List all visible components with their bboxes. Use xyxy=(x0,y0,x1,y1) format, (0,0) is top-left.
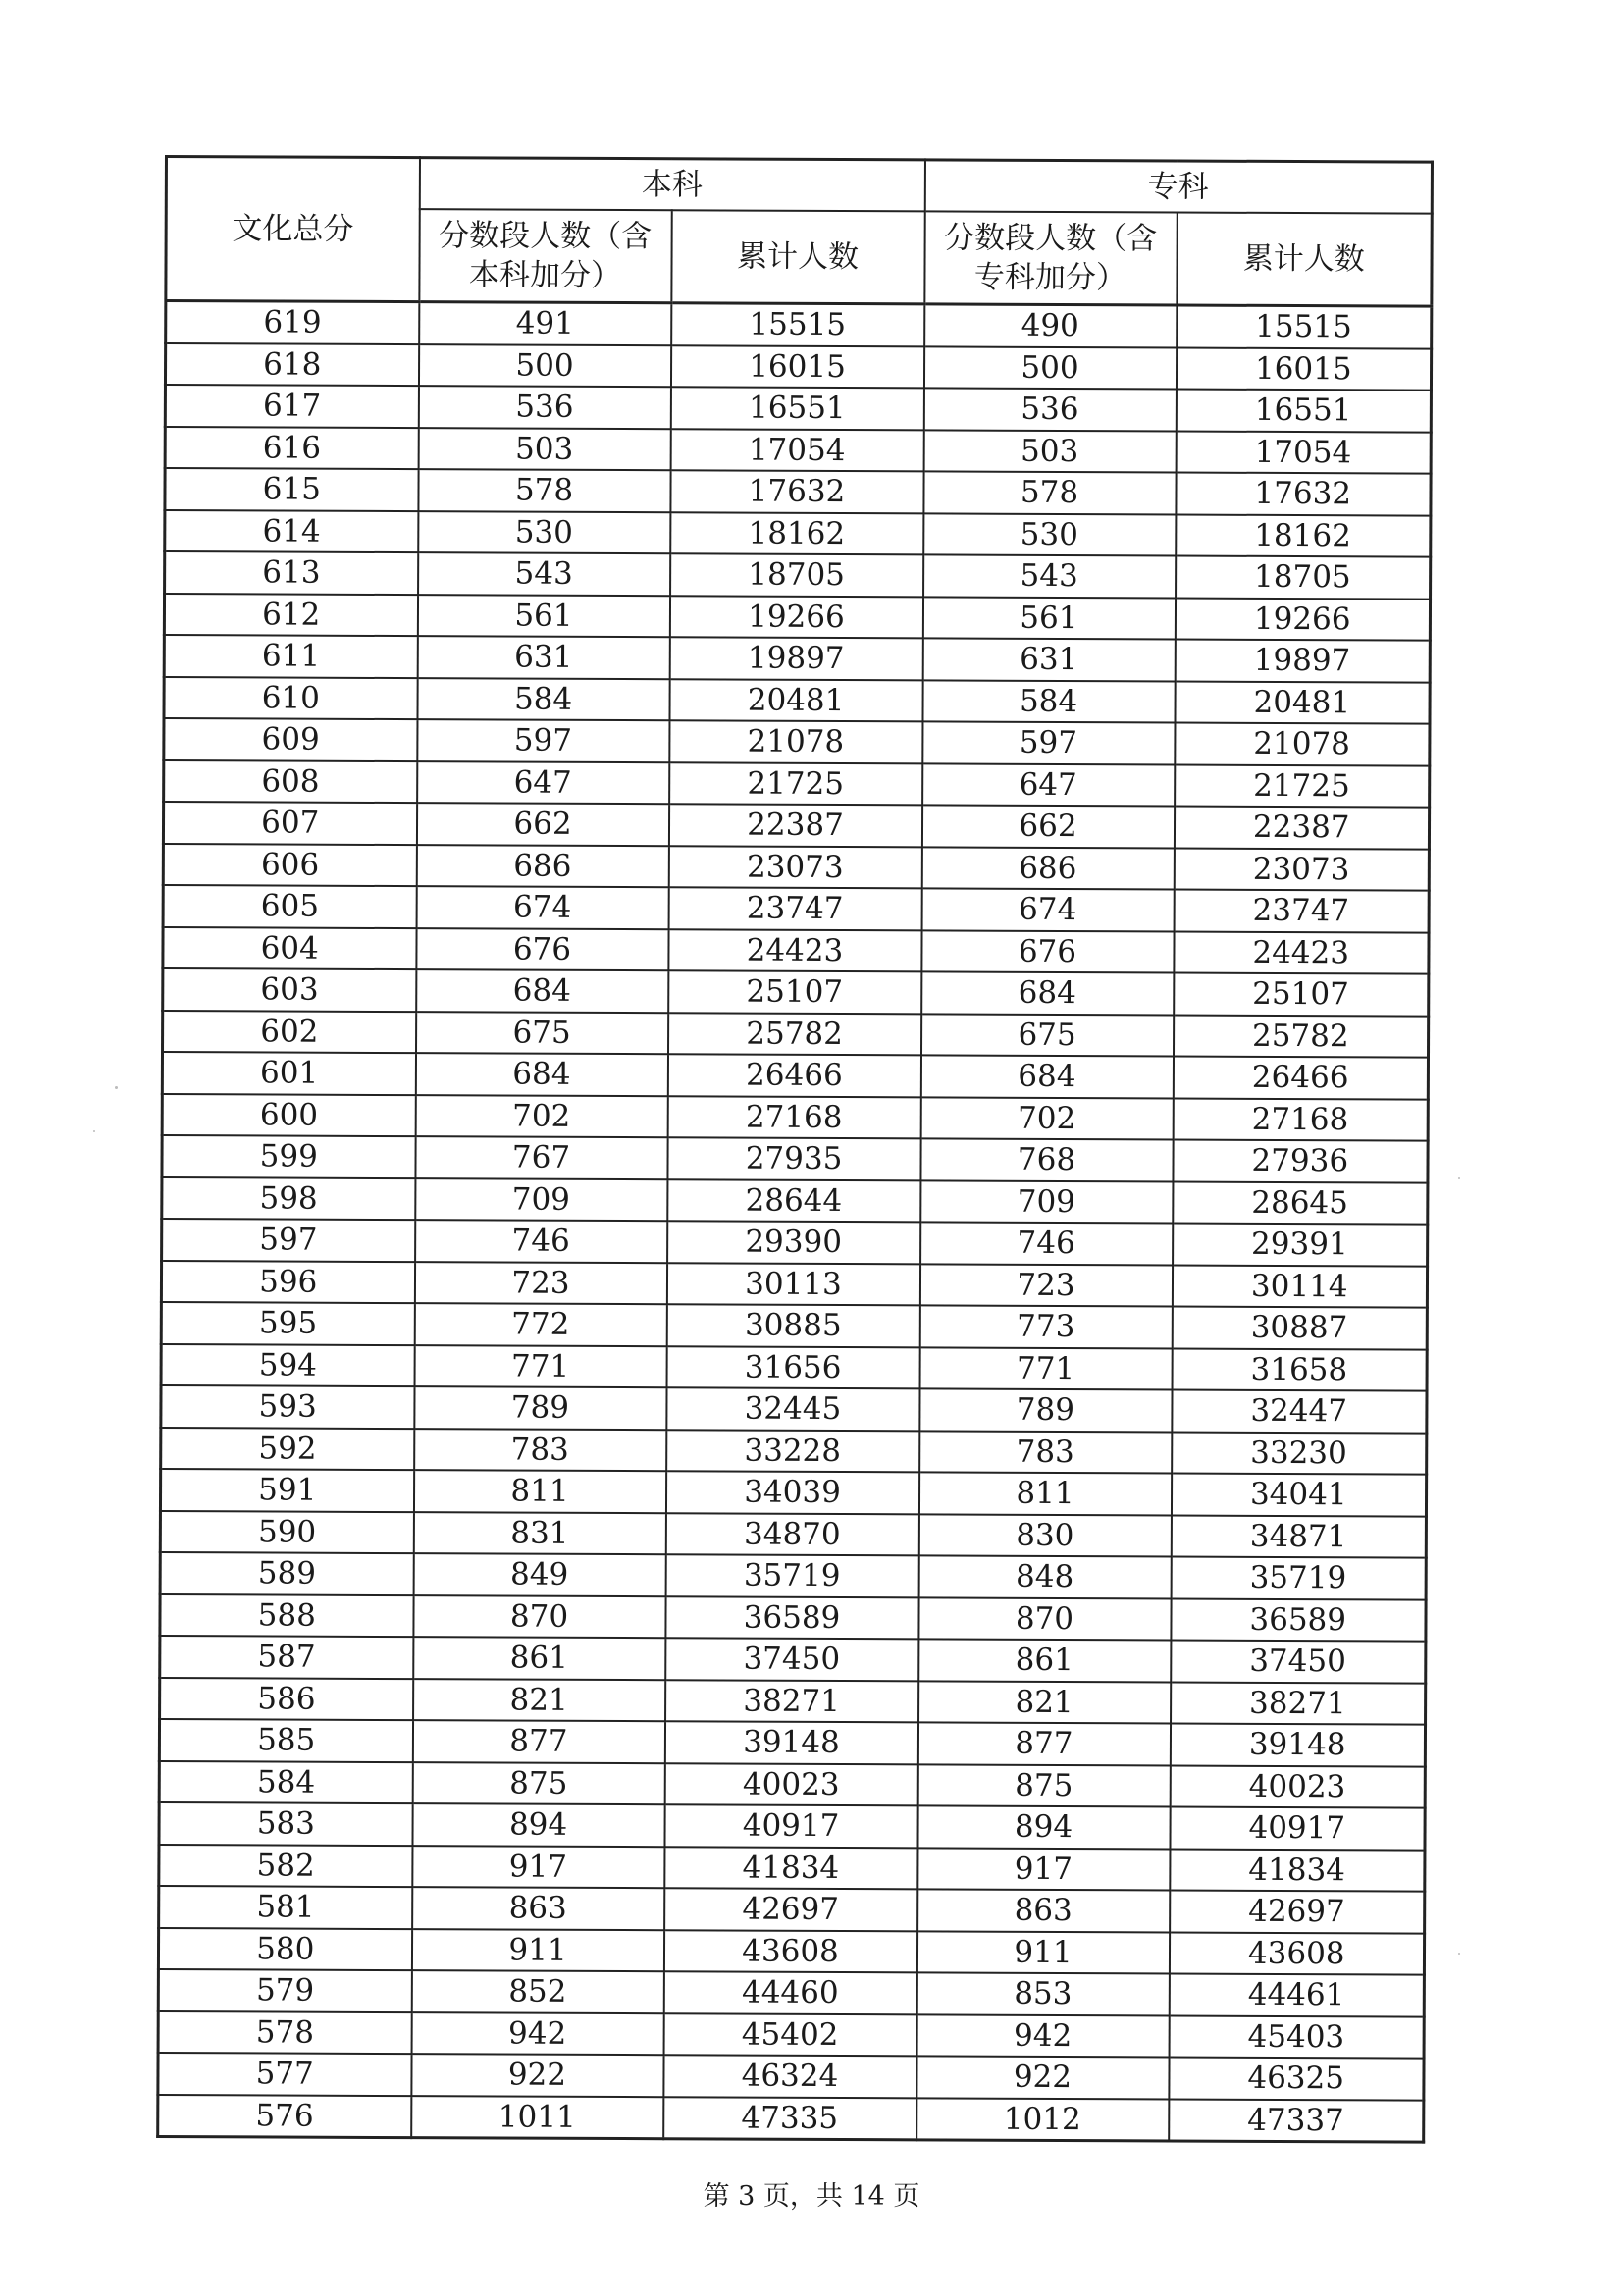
cell-bk-cumulative: 28644 xyxy=(667,1179,920,1223)
cell-bk-cumulative: 22387 xyxy=(668,804,921,847)
cell-zk-segment: 821 xyxy=(918,1681,1171,1724)
cell-bk-cumulative: 18162 xyxy=(670,512,923,555)
cell-score: 612 xyxy=(164,594,417,637)
table-row xyxy=(159,1886,1425,1933)
cell-zk-cumulative: 23073 xyxy=(1174,848,1429,891)
cell-zk-segment: 853 xyxy=(916,1972,1169,2015)
cell-bk-segment: 675 xyxy=(416,1012,668,1055)
cell-score: 610 xyxy=(164,677,417,720)
cell-zk-cumulative: 21725 xyxy=(1175,764,1430,808)
cell-zk-segment: 675 xyxy=(921,1014,1174,1057)
cell-score: 600 xyxy=(162,1093,415,1136)
table-row xyxy=(158,2053,1424,2100)
cell-score: 606 xyxy=(163,843,416,886)
cell-zk-cumulative: 24423 xyxy=(1174,931,1429,974)
table-row xyxy=(158,2094,1424,2142)
cell-bk-cumulative: 34039 xyxy=(665,1471,918,1514)
cell-bk-segment: 530 xyxy=(418,511,670,554)
cell-bk-segment: 863 xyxy=(412,1887,664,1930)
cell-zk-cumulative: 34871 xyxy=(1171,1515,1426,1558)
table-row xyxy=(164,677,1430,724)
cell-score: 577 xyxy=(158,2053,411,2096)
cell-zk-segment: 861 xyxy=(918,1639,1171,1682)
cell-zk-cumulative: 43608 xyxy=(1169,1932,1424,1975)
cell-zk-segment: 877 xyxy=(917,1722,1170,1765)
table-row xyxy=(166,301,1432,349)
cell-bk-cumulative: 33228 xyxy=(666,1430,919,1473)
table-row xyxy=(161,1260,1427,1307)
cell-zk-segment: 684 xyxy=(920,1055,1173,1098)
table-row xyxy=(164,635,1430,682)
cell-zk-cumulative: 25107 xyxy=(1174,972,1429,1016)
page-footer xyxy=(0,2174,1623,2213)
cell-zk-segment: 917 xyxy=(917,1848,1170,1891)
table-row xyxy=(161,1343,1427,1390)
cell-bk-segment: 811 xyxy=(413,1470,665,1513)
table-row xyxy=(164,718,1430,765)
cell-bk-segment: 631 xyxy=(417,636,669,679)
table-row xyxy=(163,968,1429,1016)
cell-score: 591 xyxy=(160,1469,413,1512)
table-row xyxy=(159,1802,1425,1850)
table-row xyxy=(159,1760,1425,1807)
cell-bk-segment: 503 xyxy=(418,428,670,471)
cell-bk-cumulative: 46324 xyxy=(663,2055,916,2098)
cell-bk-segment: 684 xyxy=(415,1053,667,1096)
cell-bk-segment: 911 xyxy=(411,1929,663,1972)
cell-zk-cumulative: 38271 xyxy=(1171,1682,1426,1725)
cell-score: 579 xyxy=(158,1969,411,2012)
cell-bk-cumulative: 29390 xyxy=(667,1221,920,1264)
cell-bk-cumulative: 16551 xyxy=(670,387,923,430)
page-number-label: 第 3 页，共 14 页 xyxy=(703,2181,920,2212)
scan-speck xyxy=(93,1130,95,1132)
cell-zk-segment: 789 xyxy=(919,1388,1172,1432)
cell-bk-segment: 676 xyxy=(416,928,668,971)
cell-bk-cumulative: 41834 xyxy=(664,1847,917,1890)
table-row xyxy=(161,1427,1427,1474)
cell-score: 595 xyxy=(161,1302,414,1345)
table-row xyxy=(158,1927,1424,1974)
cell-zk-segment: 584 xyxy=(922,680,1175,723)
cell-zk-segment: 911 xyxy=(916,1931,1169,1974)
cell-zk-cumulative: 21078 xyxy=(1175,722,1430,765)
cell-bk-segment: 709 xyxy=(415,1178,667,1222)
cell-bk-cumulative: 30113 xyxy=(666,1263,919,1306)
cell-zk-cumulative: 41834 xyxy=(1170,1849,1425,1892)
cell-score: 608 xyxy=(164,760,417,804)
table-row xyxy=(163,926,1429,973)
cell-zk-segment: 543 xyxy=(923,554,1176,598)
cell-zk-segment: 863 xyxy=(917,1889,1170,1932)
cell-zk-segment: 684 xyxy=(921,971,1174,1015)
cell-bk-segment: 831 xyxy=(413,1512,665,1555)
cell-score: 601 xyxy=(162,1052,415,1095)
cell-bk-cumulative: 23747 xyxy=(668,887,921,930)
cell-score: 583 xyxy=(159,1802,412,1846)
cell-score: 588 xyxy=(160,1593,413,1637)
cell-bk-segment: 861 xyxy=(413,1637,665,1680)
cell-bk-cumulative: 39148 xyxy=(664,1721,917,1764)
cell-zk-segment: 578 xyxy=(923,471,1176,514)
cell-bk-cumulative: 25782 xyxy=(668,1013,921,1056)
cell-bk-cumulative: 27935 xyxy=(667,1137,920,1180)
cell-zk-cumulative: 19897 xyxy=(1175,639,1430,682)
cell-zk-segment: 811 xyxy=(918,1472,1171,1515)
cell-zk-segment: 676 xyxy=(921,930,1174,973)
cell-zk-cumulative: 40023 xyxy=(1170,1765,1425,1808)
cell-score: 593 xyxy=(161,1385,414,1429)
cell-bk-segment: 684 xyxy=(416,969,668,1013)
cell-bk-cumulative: 44460 xyxy=(663,1971,916,2014)
cell-zk-cumulative: 18162 xyxy=(1176,514,1431,557)
cell-zk-segment: 702 xyxy=(920,1097,1173,1140)
cell-zk-segment: 894 xyxy=(917,1805,1170,1849)
table-row xyxy=(158,1969,1424,2016)
cell-zk-cumulative: 45403 xyxy=(1169,2015,1424,2059)
header-bk-cumulative: 累计人数 xyxy=(671,210,924,304)
cell-score: 585 xyxy=(159,1719,412,1762)
cell-zk-segment: 922 xyxy=(916,2056,1169,2099)
cell-zk-cumulative: 17632 xyxy=(1176,472,1431,515)
cell-zk-cumulative: 36589 xyxy=(1171,1598,1426,1642)
cell-bk-segment: 771 xyxy=(414,1345,666,1388)
cell-bk-segment: 772 xyxy=(414,1303,666,1346)
scan-speck xyxy=(1458,1953,1460,1955)
cell-bk-cumulative: 16015 xyxy=(670,345,923,389)
cell-bk-cumulative: 21725 xyxy=(669,762,922,806)
cell-score: 576 xyxy=(158,2094,411,2137)
cell-bk-cumulative: 31656 xyxy=(666,1346,919,1389)
table-row xyxy=(161,1302,1427,1349)
cell-score: 587 xyxy=(160,1636,413,1679)
cell-bk-segment: 789 xyxy=(414,1386,666,1430)
cell-bk-segment: 783 xyxy=(414,1429,666,1472)
table-row xyxy=(162,1093,1428,1140)
cell-bk-segment: 584 xyxy=(417,678,669,721)
cell-bk-segment: 917 xyxy=(412,1846,664,1889)
cell-bk-segment: 686 xyxy=(416,845,668,888)
cell-score: 609 xyxy=(164,718,417,761)
cell-zk-cumulative: 31658 xyxy=(1172,1348,1427,1391)
cell-zk-cumulative: 33230 xyxy=(1172,1432,1427,1475)
cell-bk-segment: 875 xyxy=(412,1762,664,1805)
cell-zk-segment: 875 xyxy=(917,1764,1170,1807)
table-row xyxy=(160,1636,1426,1683)
table-row xyxy=(160,1552,1426,1599)
cell-score: 615 xyxy=(165,468,418,511)
cell-score: 592 xyxy=(161,1427,414,1470)
cell-bk-segment: 922 xyxy=(411,2054,663,2097)
table-row xyxy=(164,760,1430,808)
cell-bk-cumulative: 17632 xyxy=(670,470,923,513)
cell-zk-segment: 686 xyxy=(921,847,1174,890)
cell-zk-segment: 723 xyxy=(919,1264,1172,1307)
cell-score: 613 xyxy=(165,551,418,595)
score-distribution-table xyxy=(156,155,1434,2144)
table-row xyxy=(165,427,1431,474)
cell-bk-cumulative: 19266 xyxy=(669,596,922,639)
cell-zk-cumulative: 42697 xyxy=(1170,1890,1425,1933)
cell-bk-segment: 852 xyxy=(411,1970,663,2013)
scan-speck xyxy=(115,1086,118,1089)
table-header xyxy=(166,157,1433,307)
cell-zk-segment: 773 xyxy=(919,1305,1172,1348)
cell-zk-cumulative: 19266 xyxy=(1175,598,1430,641)
cell-zk-segment: 942 xyxy=(916,2014,1169,2058)
cell-score: 590 xyxy=(160,1510,413,1553)
table-row xyxy=(158,2010,1424,2058)
cell-score: 603 xyxy=(163,968,416,1012)
cell-bk-segment: 491 xyxy=(419,302,671,345)
cell-zk-segment: 631 xyxy=(922,638,1175,681)
cell-score: 605 xyxy=(163,885,416,928)
cell-score: 582 xyxy=(159,1844,412,1887)
cell-score: 578 xyxy=(158,2010,411,2054)
cell-zk-cumulative: 16551 xyxy=(1176,389,1431,432)
cell-zk-segment: 870 xyxy=(918,1597,1171,1641)
table-body xyxy=(158,301,1432,2143)
cell-zk-segment: 746 xyxy=(920,1222,1173,1265)
cell-bk-cumulative: 45402 xyxy=(663,2013,916,2057)
cell-zk-segment: 783 xyxy=(919,1431,1172,1474)
table-row xyxy=(164,594,1430,641)
cell-zk-cumulative: 37450 xyxy=(1171,1640,1426,1683)
cell-score: 604 xyxy=(163,926,416,969)
cell-bk-segment: 500 xyxy=(418,344,670,388)
cell-zk-cumulative: 44461 xyxy=(1169,1973,1424,2016)
cell-bk-segment: 894 xyxy=(412,1803,664,1847)
cell-bk-cumulative: 24423 xyxy=(668,929,921,972)
cell-score: 596 xyxy=(161,1260,414,1303)
cell-bk-segment: 870 xyxy=(413,1595,665,1639)
table-row xyxy=(165,551,1431,599)
cell-zk-segment: 771 xyxy=(919,1347,1172,1390)
cell-score: 594 xyxy=(161,1343,414,1386)
cell-bk-cumulative: 40917 xyxy=(664,1804,917,1848)
cell-zk-cumulative: 46325 xyxy=(1169,2057,1424,2100)
cell-zk-cumulative: 15515 xyxy=(1177,305,1432,348)
cell-score: 619 xyxy=(166,301,419,344)
cell-score: 580 xyxy=(158,1927,411,1970)
cell-zk-cumulative: 27168 xyxy=(1173,1098,1428,1141)
cell-zk-segment: 768 xyxy=(920,1138,1173,1181)
cell-zk-segment: 597 xyxy=(922,721,1175,764)
cell-score: 589 xyxy=(160,1552,413,1595)
table-row xyxy=(160,1510,1426,1557)
cell-bk-cumulative: 40023 xyxy=(664,1763,917,1806)
cell-bk-cumulative: 17054 xyxy=(670,429,923,472)
header-zk-cumulative: 累计人数 xyxy=(1177,213,1432,307)
cell-score: 617 xyxy=(165,385,418,428)
cell-score: 614 xyxy=(165,510,418,553)
cell-bk-segment: 702 xyxy=(415,1095,667,1138)
cell-score: 581 xyxy=(159,1886,412,1929)
cell-zk-cumulative: 27936 xyxy=(1173,1139,1428,1182)
cell-zk-cumulative: 16015 xyxy=(1176,347,1431,391)
cell-bk-cumulative: 32445 xyxy=(666,1387,919,1431)
cell-bk-segment: 578 xyxy=(418,469,670,512)
cell-zk-cumulative: 39148 xyxy=(1170,1723,1425,1766)
cell-zk-cumulative: 34041 xyxy=(1171,1473,1426,1516)
header-zk-segment: 分数段人数（含专科加分） xyxy=(924,211,1177,305)
cell-bk-segment: 543 xyxy=(418,552,670,596)
cell-zk-segment: 830 xyxy=(918,1514,1171,1557)
cell-zk-cumulative: 23747 xyxy=(1174,889,1429,932)
cell-bk-segment: 662 xyxy=(416,803,668,846)
cell-bk-segment: 723 xyxy=(414,1262,666,1305)
table-row xyxy=(161,1385,1427,1433)
header-group-row xyxy=(166,157,1432,214)
cell-zk-segment: 561 xyxy=(922,597,1175,640)
cell-zk-segment: 500 xyxy=(923,346,1176,390)
cell-bk-cumulative: 21078 xyxy=(669,720,922,763)
cell-bk-cumulative: 18705 xyxy=(670,553,923,597)
table-row xyxy=(163,1010,1429,1057)
table-row xyxy=(159,1844,1425,1891)
cell-zk-cumulative: 25782 xyxy=(1174,1015,1429,1058)
cell-zk-cumulative: 30114 xyxy=(1172,1265,1427,1308)
cell-zk-segment: 536 xyxy=(923,388,1176,431)
cell-zk-segment: 662 xyxy=(921,805,1174,848)
cell-zk-segment: 848 xyxy=(918,1555,1171,1598)
cell-zk-segment: 709 xyxy=(920,1180,1173,1224)
cell-zk-cumulative: 20481 xyxy=(1175,681,1430,724)
scan-speck xyxy=(1458,1177,1460,1179)
cell-bk-cumulative: 47335 xyxy=(663,2097,916,2140)
cell-bk-segment: 561 xyxy=(417,595,669,638)
cell-bk-cumulative: 30885 xyxy=(666,1304,919,1347)
cell-zk-cumulative: 47337 xyxy=(1169,2099,1424,2142)
cell-bk-cumulative: 34870 xyxy=(665,1513,918,1556)
cell-score: 599 xyxy=(162,1135,415,1178)
cell-zk-cumulative: 32447 xyxy=(1172,1389,1427,1433)
cell-bk-cumulative: 20481 xyxy=(669,679,922,722)
table-row xyxy=(163,885,1429,932)
cell-zk-segment: 1012 xyxy=(916,2098,1169,2141)
cell-score: 611 xyxy=(164,635,417,678)
cell-zk-cumulative: 29391 xyxy=(1173,1223,1428,1266)
cell-zk-cumulative: 35719 xyxy=(1171,1556,1426,1599)
cell-score: 602 xyxy=(163,1010,416,1053)
cell-bk-cumulative: 25107 xyxy=(668,970,921,1014)
table-row xyxy=(160,1677,1426,1724)
cell-bk-segment: 767 xyxy=(415,1136,667,1179)
table-row xyxy=(162,1135,1428,1182)
table-row xyxy=(163,802,1429,849)
cell-bk-cumulative: 23073 xyxy=(668,846,921,889)
cell-zk-segment: 674 xyxy=(921,888,1174,931)
header-group-bk: 本科 xyxy=(419,158,924,212)
cell-zk-segment: 503 xyxy=(923,430,1176,473)
cell-zk-cumulative: 17054 xyxy=(1176,431,1431,474)
table-row xyxy=(165,468,1431,515)
cell-score: 607 xyxy=(163,802,416,845)
cell-bk-segment: 877 xyxy=(412,1720,664,1763)
cell-bk-segment: 536 xyxy=(418,386,670,429)
cell-bk-cumulative: 37450 xyxy=(665,1638,918,1681)
cell-bk-segment: 821 xyxy=(413,1679,665,1722)
table-row xyxy=(162,1052,1428,1099)
cell-bk-segment: 597 xyxy=(417,719,669,762)
cell-bk-segment: 746 xyxy=(415,1220,667,1263)
cell-bk-cumulative: 19897 xyxy=(669,637,922,680)
cell-bk-cumulative: 35719 xyxy=(665,1554,918,1597)
cell-bk-cumulative: 43608 xyxy=(663,1930,916,1973)
header-group-zk: 专科 xyxy=(924,160,1432,214)
cell-zk-cumulative: 28645 xyxy=(1173,1181,1428,1225)
header-score: 文化总分 xyxy=(166,157,420,302)
table-row xyxy=(165,510,1431,557)
table-row xyxy=(162,1176,1428,1224)
table-row xyxy=(160,1593,1426,1641)
header-bk-segment: 分数段人数（含本科加分） xyxy=(419,209,671,303)
cell-bk-segment: 1011 xyxy=(411,2096,663,2139)
cell-bk-cumulative: 36589 xyxy=(665,1596,918,1640)
cell-zk-cumulative: 22387 xyxy=(1174,806,1429,849)
cell-zk-segment: 490 xyxy=(924,304,1177,347)
cell-zk-cumulative: 18705 xyxy=(1176,555,1431,599)
cell-score: 586 xyxy=(160,1677,413,1720)
cell-zk-segment: 530 xyxy=(923,513,1176,556)
table-row xyxy=(165,343,1431,391)
cell-bk-segment: 942 xyxy=(411,2012,663,2056)
cell-score: 618 xyxy=(165,343,418,387)
cell-bk-cumulative: 38271 xyxy=(665,1680,918,1723)
cell-score: 597 xyxy=(162,1219,415,1262)
cell-bk-cumulative: 15515 xyxy=(671,303,924,346)
cell-zk-cumulative: 26466 xyxy=(1173,1056,1428,1099)
table-row xyxy=(159,1719,1425,1766)
cell-bk-cumulative: 42697 xyxy=(664,1888,917,1931)
cell-score: 598 xyxy=(162,1176,415,1220)
cell-bk-segment: 647 xyxy=(417,761,669,805)
cell-bk-segment: 849 xyxy=(413,1553,665,1596)
cell-score: 584 xyxy=(159,1760,412,1803)
cell-zk-segment: 647 xyxy=(922,763,1175,807)
cell-score: 616 xyxy=(165,427,418,470)
cell-zk-cumulative: 40917 xyxy=(1170,1806,1425,1850)
cell-zk-cumulative: 30887 xyxy=(1172,1306,1427,1349)
cell-bk-cumulative: 26466 xyxy=(667,1054,920,1097)
table-row xyxy=(162,1219,1428,1266)
cell-bk-cumulative: 27168 xyxy=(667,1096,920,1139)
table-row xyxy=(165,385,1431,432)
table-row xyxy=(163,843,1429,890)
cell-bk-segment: 674 xyxy=(416,886,668,929)
table-row xyxy=(160,1469,1426,1516)
